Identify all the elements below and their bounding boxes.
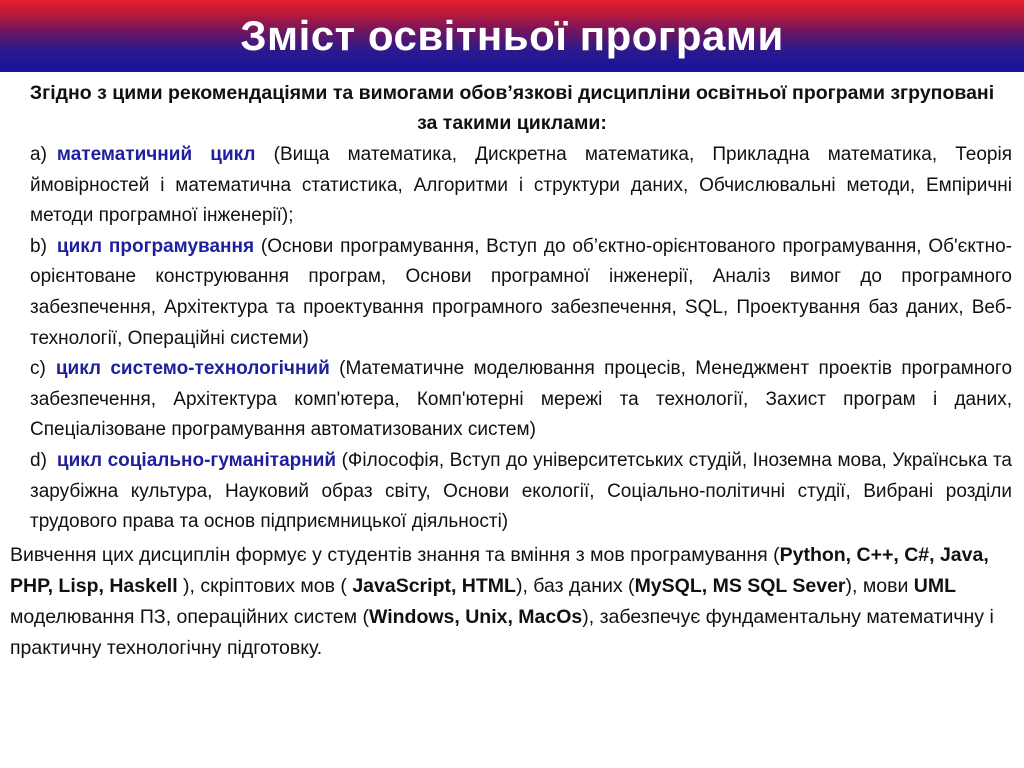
cycle-list [30,140,1012,538]
cycle-item-programming [30,232,1012,354]
page-title: Зміст освітньої програми [240,12,784,59]
cycle-item-systems [30,354,1012,446]
cycle-name: математичний цикл [56,144,256,165]
cycle-name: цикл програмування [56,235,255,257]
summary-uml: UML [913,574,957,597]
cycle-description: (Основи програмування, Вступ до об’єктно-орієнтованого програмування, Об'єктно-орієнтоване конструювання програм, Основи програмної інженерії, Аналіз вимог до програмного забезпечення, Архітектура та проектування програмного забезпечення, SQL, Проектування баз даних, Веб-технології, Операційні системи) [30,235,1012,349]
intro-text: Згідно з цими рекомендаціями та вимогами обов’язкові дисципліни освітньої програми згруповані за такими циклами: [29,82,995,134]
cycle-description: (Філософія, Вступ до університетських студій, Іноземна мова, Українська та зарубіжна культура, Науковий образ світу, Основи екології, Соціально-політичні студії, Вибрані розділи трудового права та основ підприємницької діяльності) [30,449,1012,533]
cycle-name: цикл системо-технологічний [55,358,330,380]
cycle-description: (Математичне моделювання процесів, Менеджмент проектів програмного забезпечення, Архітектура комп'ютера, Комп'ютерні мережі та технології, Захист програм і даних, Спеціалізоване програмування автоматизованих систем) [30,358,1013,441]
slide-body [0,78,1024,664]
summary-script-languages: JavaScript, HTML [352,574,516,597]
summary-text: Вивчення цих дисциплін формує у студентів знання та вміння з мов програмування ( [10,543,780,566]
title-banner [0,0,1024,72]
summary-text: моделювання ПЗ, операційних систем ( [10,605,369,628]
cycle-marker: d) [30,449,47,471]
summary-text: ), скріптових мов ( [177,574,353,597]
summary-databases: MySQL, MS SQL Sever [634,574,846,597]
summary-text: ), забезпечує фундаментальну математичну і практичну технологічну підготовку. [10,605,994,659]
cycle-item-humanities [30,446,1012,538]
summary-text: ), баз даних ( [515,574,635,597]
cycle-item-math [30,140,1012,232]
cycle-marker: a) [30,144,47,165]
cycle-marker: c) [30,358,46,380]
summary-paragraph [10,540,996,664]
cycle-description: (Вища математика, Дискретна математика, Прикладна математика, Теорія ймовірностей і математична статистика, Алгоритми і структури даних, Обчислювальні методи, Емпіричні методи програмної інженерії); [30,144,1013,227]
cycle-marker: b) [30,235,47,257]
summary-text: ), мови [845,574,914,597]
cycle-name: цикл соціально-гуманітарний [56,449,337,471]
summary-programming-languages: Python, C++, C#, Java, PHP, Lisp, Haskell [10,543,989,597]
summary-operating-systems: Windows, Unix, MacOs [368,605,583,628]
